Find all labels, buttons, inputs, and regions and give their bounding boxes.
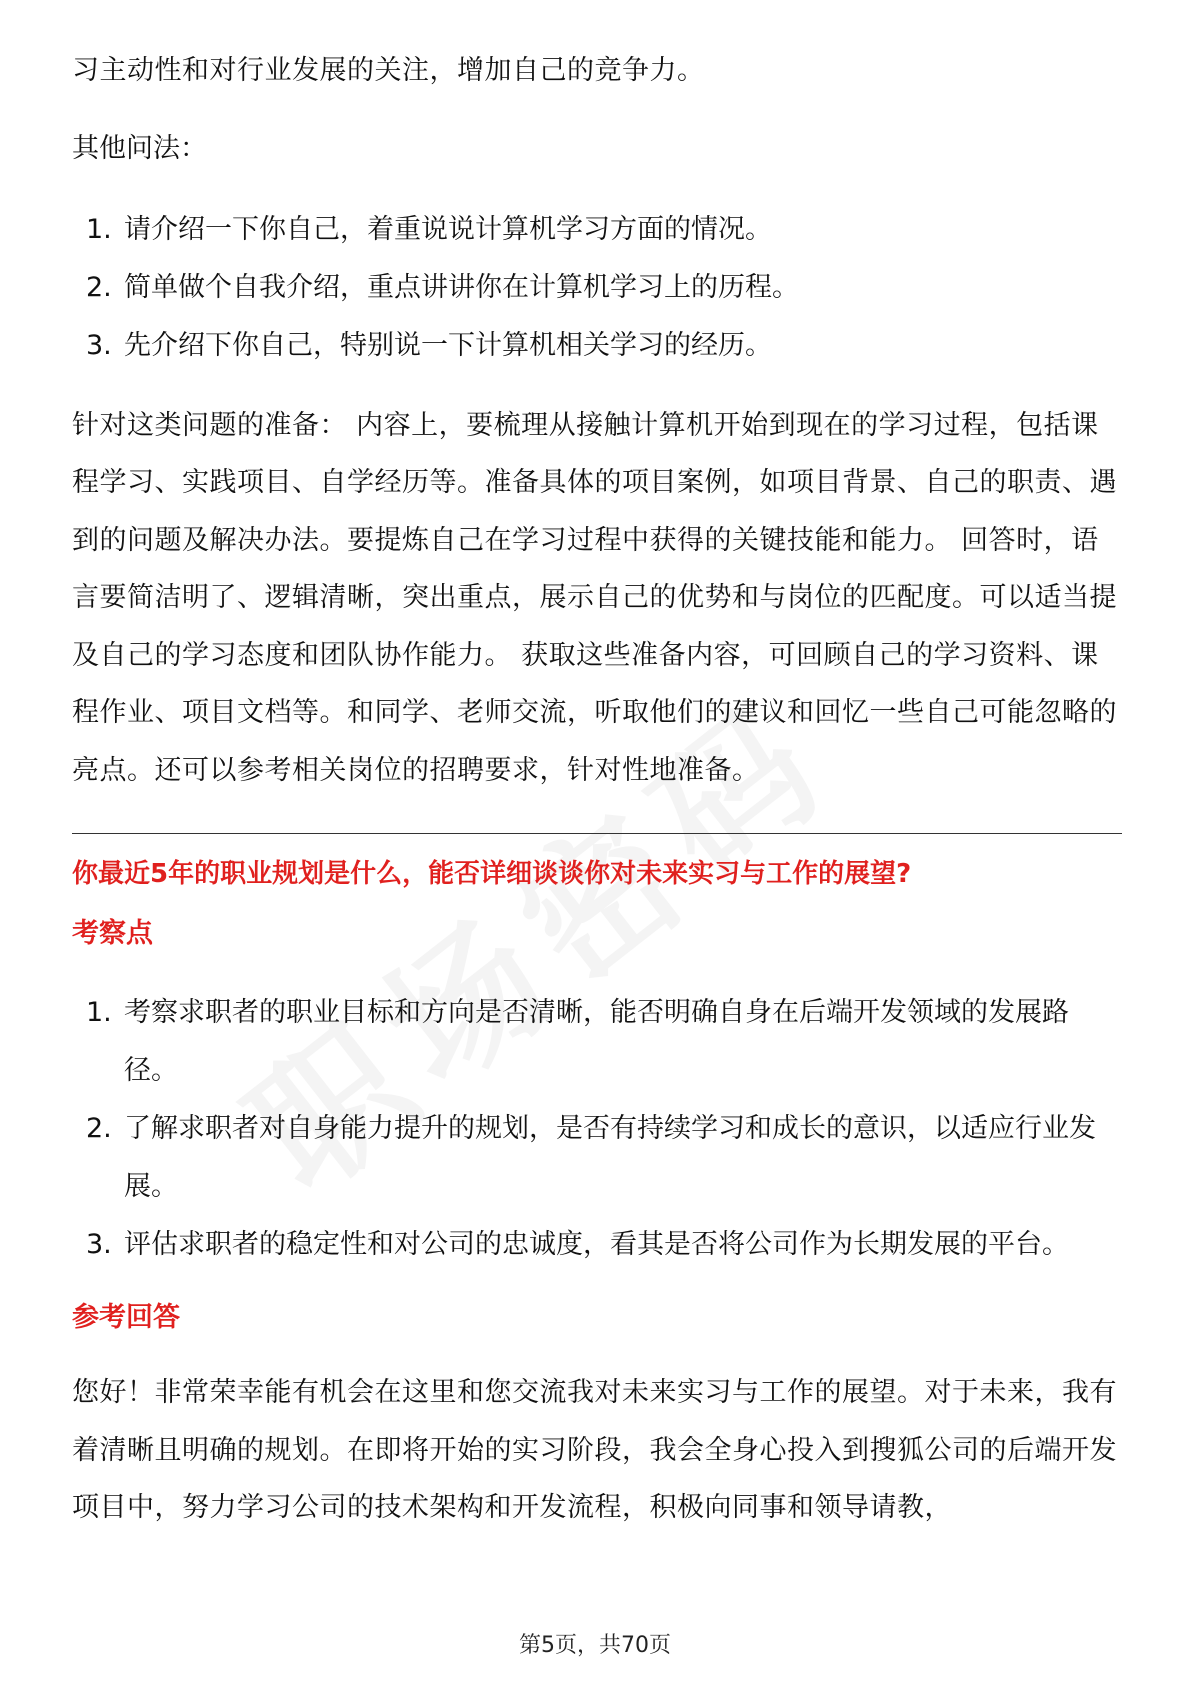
assessment-points-list (72, 984, 1122, 1274)
list-text: 评估求职者的稳定性和对公司的忠诚度，看其是否将公司作为长期发展的平台。 (124, 1229, 1069, 1260)
other-questions-label: 其他问法： (72, 132, 207, 164)
list-number: 2. (86, 1113, 112, 1144)
list-number: 2. (86, 271, 112, 303)
page-content (72, 42, 1122, 1537)
list-item (72, 1216, 1122, 1274)
list-text: 考察求职者的职业目标和方向是否清晰，能否明确自身在后端开发领域的发展路径。 (124, 997, 1069, 1086)
list-item (72, 984, 1122, 1100)
reference-answer-title: 参考回答 (72, 1302, 180, 1333)
list-text: 先介绍下你自己，特别说一下计算机相关学习的经历。 (124, 329, 772, 361)
list-text: 请介绍一下你自己，着重说说计算机学习方面的情况。 (124, 213, 772, 245)
page-number-footer: 第5页，共70页 (519, 1633, 671, 1658)
list-item (72, 317, 1122, 375)
question-heading: 你最近5年的职业规划是什么，能否详细谈谈你对未来实习与工作的展望? (72, 859, 912, 889)
continuation-text: 习主动性和对行业发展的关注，增加自己的竞争力。 (72, 55, 705, 86)
list-text: 简单做个自我介绍，重点讲讲你在计算机学习上的历程。 (124, 271, 799, 303)
preparation-paragraph: 针对这类问题的准备： 内容上，要梳理从接触计算机开始到现在的学习过程，包括课程学习、实践项目、自学经历等。准备具体的项目案例，如项目背景、自己的职责、遇到的问题及解决办法。要提炼自己在学习过程中获得的关键技能和能力。 回答时，语言要简洁明了、逻辑清晰，突出重点，展示自己的优势和与岗位的匹配度。可以适当提及自己的学习态度和团队协作能力。 获取这些准备内容，可回顾自己的学习资料、课程作业、项目文档等。和同学、老师交流，听取他们的建议和回忆一些自己可能忽略的亮点。还可以参考相关岗位的招聘要求，针对性地准备。 (72, 409, 1117, 786)
list-number: 3. (86, 1229, 112, 1260)
list-text: 了解求职者对自身能力提升的规划，是否有持续学习和成长的意识，以适应行业发展。 (124, 1113, 1096, 1202)
assessment-points-title: 考察点 (72, 918, 153, 949)
other-questions-list (72, 201, 1122, 375)
reference-answer-paragraph: 您好！非常荣幸能有机会在这里和您交流我对未来实习与工作的展望。对于未来，我有着清晰且明确的规划。在即将开始的实习阶段，我会全身心投入到搜狐公司的后端开发项目中，努力学习公司的技术架构和开发流程，积极向同事和领导请教， (72, 1377, 1117, 1523)
section-divider (72, 833, 1122, 834)
list-item (72, 201, 1122, 259)
list-number: 3. (86, 329, 112, 361)
list-item (72, 259, 1122, 317)
list-item (72, 1100, 1122, 1216)
list-number: 1. (86, 997, 112, 1028)
list-number: 1. (86, 213, 112, 245)
